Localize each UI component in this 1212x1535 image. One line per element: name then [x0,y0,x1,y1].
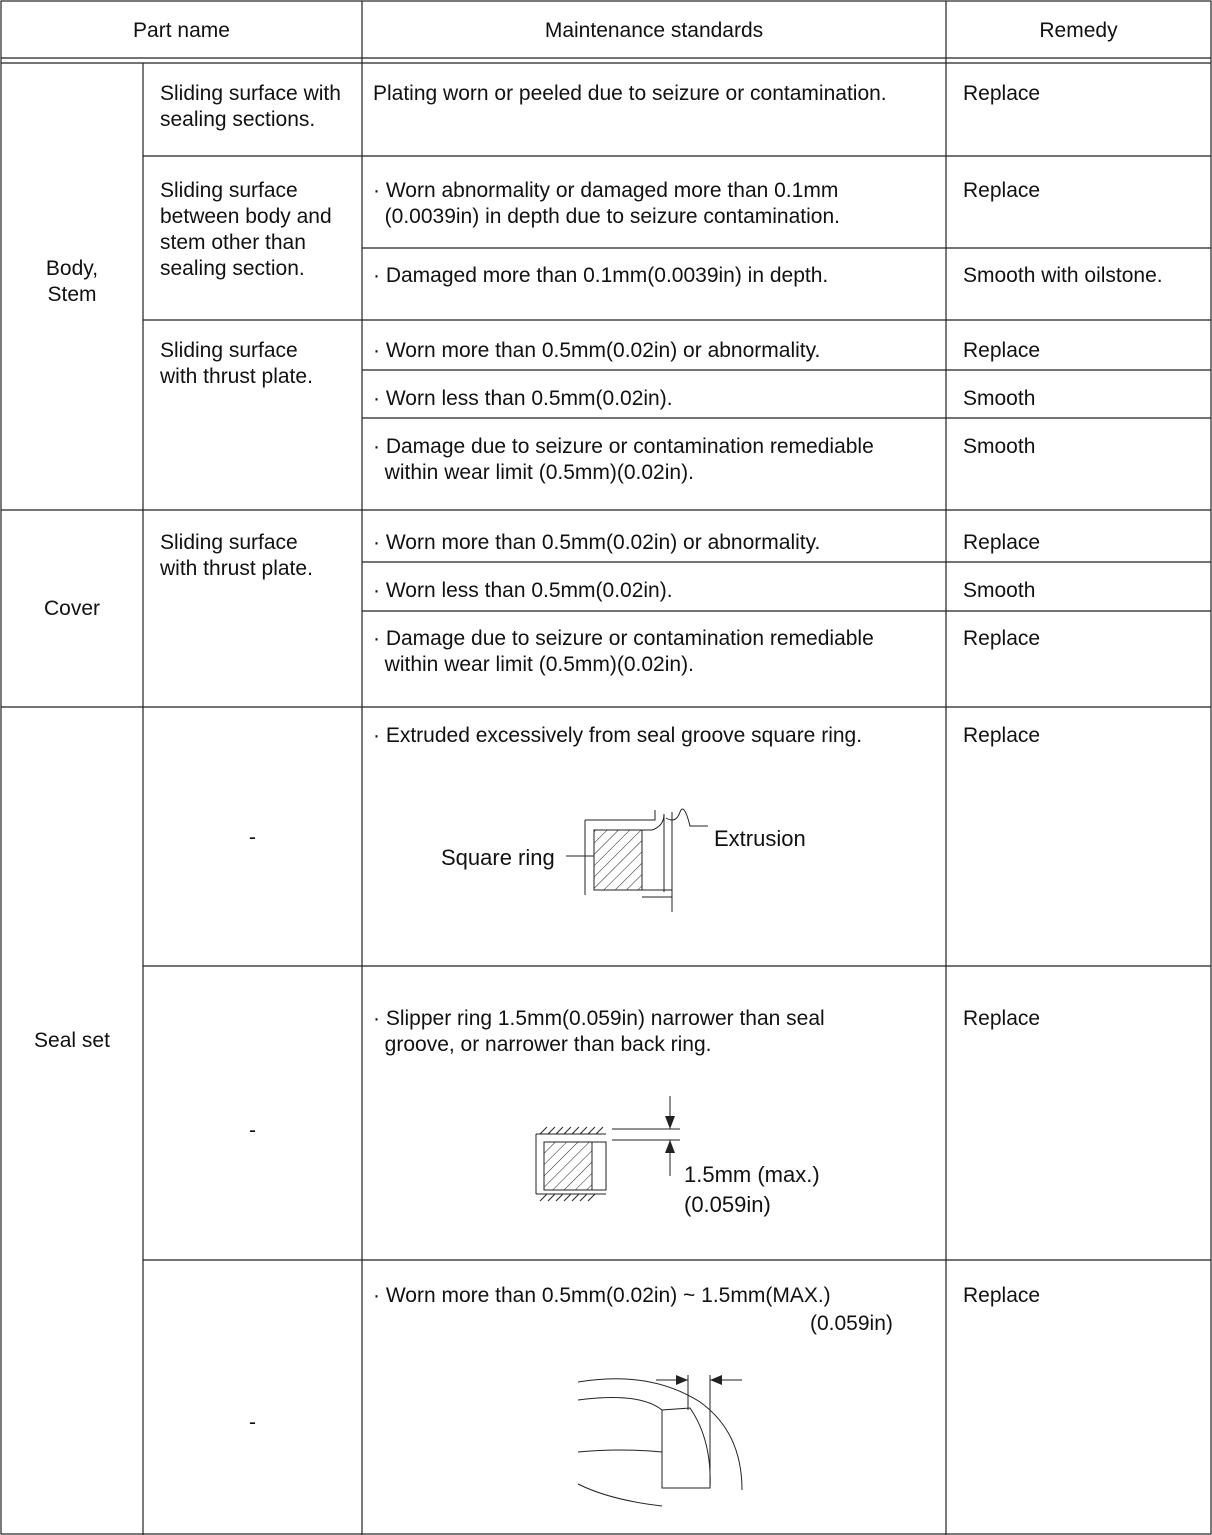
remedy-text: Replace [963,339,1041,362]
standard-text: · Worn less than 0.5mm(0.02in). [373,387,673,410]
standard-text: · Slipper ring 1.5mm(0.059in) narrower than seal groove, or narrower than back ring. [373,1007,825,1056]
subpart-name: Sliding surface between body and stem other than sealing section. [160,179,332,280]
standard-text: · Worn abnormality or damaged more than 0.1mm (0.0039in) in depth due to seizure contamination. [373,179,840,228]
standard-text: · Worn more than 0.5mm(0.02in) or abnormality. [373,339,821,362]
remedy-text: Replace [963,724,1041,747]
label-dimension: 1.5mm (max.) [684,1162,820,1187]
label-dimension-in: (0.059in) [684,1192,771,1217]
remedy-text: Smooth [963,579,1036,602]
subpart-name: - [249,1411,256,1434]
remedy-text: Replace [963,82,1041,105]
subpart-name: Sliding surface with sealing sections. [160,82,341,131]
subpart-name: - [249,826,256,849]
standard-text: · Worn more than 0.5mm(0.02in) ~ 1.5mm(MAX.) [373,1284,831,1307]
label-extrusion: Extrusion [714,826,806,851]
remedy-text: Smooth [963,435,1036,458]
standard-text: · Worn more than 0.5mm(0.02in) or abnormality. [373,531,821,554]
standard-text: · Damage due to seizure or contamination remediable within wear limit (0.5mm)(0.02in). [373,627,874,676]
header-remedy: Remedy [1039,19,1118,42]
header-maintenance-standards: Maintenance standards [544,19,764,42]
remedy-text: Replace [963,179,1041,202]
subpart-name: - [249,1119,256,1142]
remedy-text: Replace [963,627,1041,650]
standard-text: · Damage due to seizure or contamination remediable within wear limit (0.5mm)(0.02in). [373,435,874,484]
standard-text: Plating worn or peeled due to seizure or contamination. [373,82,887,105]
subpart-name: Sliding surface with thrust plate. [160,339,313,388]
remedy-text: Replace [963,1007,1041,1030]
label-square-ring: Square ring [441,845,555,870]
header-part-name: Part name [133,19,230,42]
standard-text: · Worn less than 0.5mm(0.02in). [373,579,673,602]
remedy-text: Replace [963,1284,1041,1307]
subpart-name: Sliding surface with thrust plate. [160,531,313,580]
standard-text: · Damaged more than 0.1mm(0.0039in) in depth. [373,264,829,287]
part-cover: Cover [43,597,101,620]
standard-text: · Extruded excessively from seal groove square ring. [373,724,863,747]
part-body-stem: Body, Stem [45,257,99,306]
remedy-text: Smooth [963,387,1036,410]
part-seal-set: Seal set [34,1029,110,1052]
remedy-text: Smooth with oilstone. [963,264,1163,287]
standard-text-cont: (0.059in) [810,1312,893,1335]
remedy-text: Replace [963,531,1041,554]
